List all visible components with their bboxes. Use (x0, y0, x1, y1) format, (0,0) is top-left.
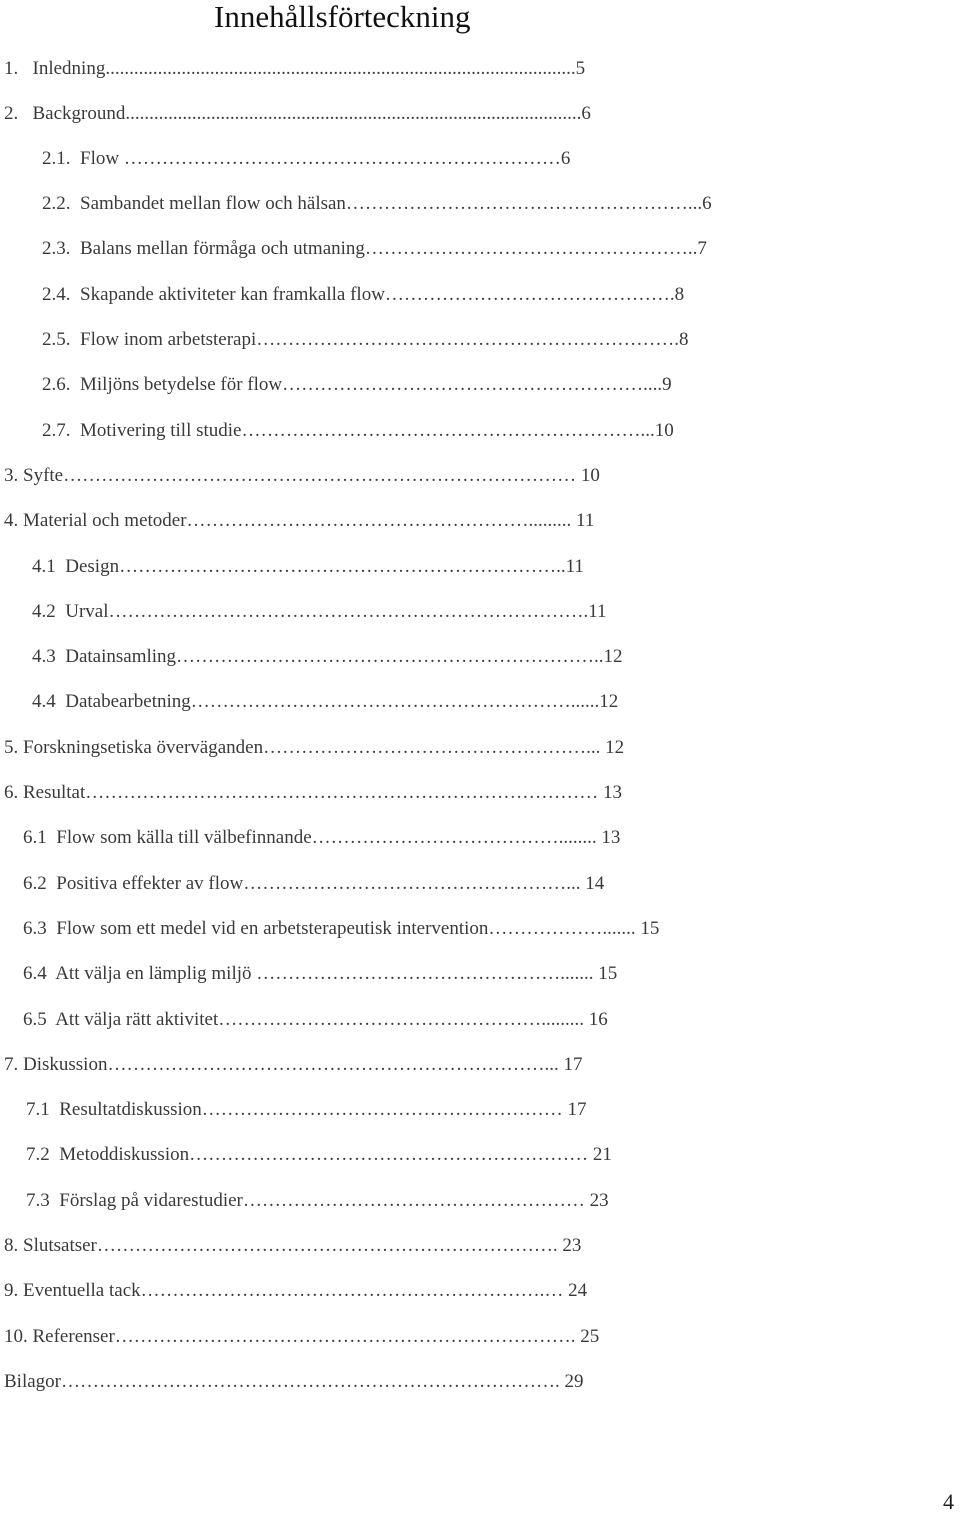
toc-entry-8[interactable]: 8. Slutsatser………………………………………………………………. 23 (4, 1235, 582, 1256)
toc-entry-4-3[interactable]: 4.3 Datainsamling…………………………………………………………..12 (32, 646, 623, 667)
toc-entry-2-2[interactable]: 2.2. Sambandet mellan flow och hälsan………………………………………………...6 (42, 193, 712, 214)
toc-entry-2-4[interactable]: 2.4. Skapande aktiviteter kan framkalla flow……………………………………….8 (42, 284, 685, 305)
toc-entry-6[interactable]: 6. Resultat……………………………………………………………………… 13 (4, 782, 623, 803)
toc-entry-7-3[interactable]: 7.3 Förslag på vidarestudier……………………………………………… 23 (26, 1190, 609, 1211)
toc-entry-2-7[interactable]: 2.7. Motivering till studie………………………………………………………...10 (42, 420, 674, 441)
page-number: 4 (943, 1489, 954, 1514)
toc-entry-2[interactable]: 2. Background................................................................................................6 (4, 103, 591, 124)
toc-entry-6-3[interactable]: 6.3 Flow som ett medel vid en arbetsterapeutisk intervention………………....... 15 (23, 918, 660, 939)
toc-entry-4-4[interactable]: 4.4 Databearbetning……………………………………………………......12 (32, 691, 619, 712)
toc-entry-7-2[interactable]: 7.2 Metoddiskussion……………………………………………………… 21 (26, 1144, 612, 1165)
toc-entry-1[interactable]: 1. Inledning...................................................................................................5 (4, 58, 586, 79)
toc-entry-10[interactable]: 10. Referenser………………………………………………………………. 25 (4, 1326, 600, 1347)
toc-entry-4-2[interactable]: 4.2 Urval………………………………………………………………….11 (32, 601, 607, 622)
toc-entry-7[interactable]: 7. Diskussion……………………………………………………………... 17 (4, 1054, 583, 1075)
toc-entry-6-1[interactable]: 6.1 Flow som källa till välbefinnande…………………………………........ 13 (23, 827, 621, 848)
toc-entry-7-1[interactable]: 7.1 Resultatdiskussion………………………………………………… 17 (26, 1099, 587, 1120)
toc-entry-3[interactable]: 3. Syfte……………………………………………………………………… 10 (4, 465, 600, 486)
toc-entry-6-5[interactable]: 6.5 Att välja rätt aktivitet……………………………………………......... 16 (23, 1009, 608, 1030)
page-title: Innehållsförteckning (214, 0, 471, 34)
toc-entry-2-5[interactable]: 2.5. Flow inom arbetsterapi………………………………………………………….8 (42, 329, 689, 350)
toc-entry-bilagor[interactable]: Bilagor……………………………………………………………………. 29 (4, 1371, 584, 1392)
toc-entry-2-1[interactable]: 2.1. Flow ……………………………………………………………6 (42, 148, 571, 169)
toc-entry-5[interactable]: 5. Forskningsetiska överväganden……………………………………………... 12 (4, 737, 625, 758)
toc-entry-4[interactable]: 4. Material och metoder………………………………………………......... 11 (4, 510, 595, 531)
toc-entry-2-6[interactable]: 2.6. Miljöns betydelse för flow…………………………………………………....9 (42, 374, 672, 395)
toc-entry-4-1[interactable]: 4.1 Design……………………………………………………………..11 (32, 556, 584, 577)
toc-entry-6-4[interactable]: 6.4 Att välja en lämplig miljö …………………………………………....... 15 (23, 963, 618, 984)
toc-entry-6-2[interactable]: 6.2 Positiva effekter av flow……………………………………………... 14 (23, 873, 605, 894)
toc-entry-9[interactable]: 9. Eventuella tack……………………………………………………….… 24 (4, 1280, 588, 1301)
toc-entry-2-3[interactable]: 2.3. Balans mellan förmåga och utmaning……………………………………………..7 (42, 238, 707, 259)
